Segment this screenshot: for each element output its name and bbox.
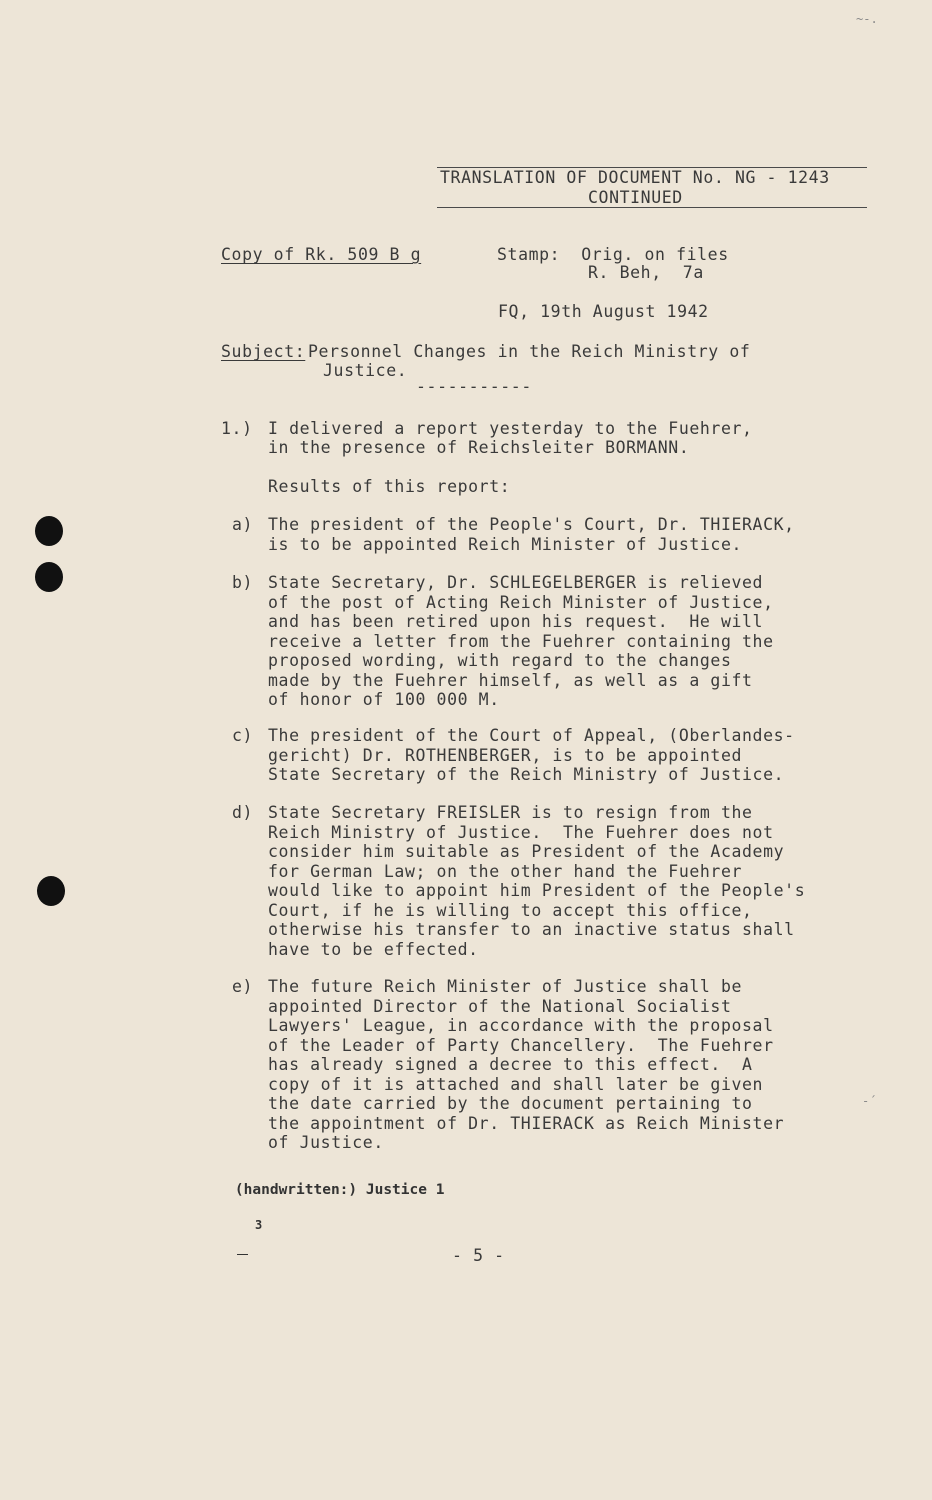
item-e-text	[268, 977, 784, 1153]
item-b-line: State Secretary, Dr. SCHLEGELBERGER is relieved	[268, 573, 764, 592]
item-c-line: The president of the Court of Appeal, (Oberlandes-	[268, 726, 795, 745]
item-d-text	[268, 803, 805, 959]
item-a-line: The president of the People's Court, Dr. THIERACK,	[268, 515, 795, 534]
handwritten-note	[200, 1166, 444, 1293]
stamp-line-1: Stamp: Orig. on files	[497, 245, 729, 264]
subject-line-1: Personnel Changes in the Reich Ministry of	[308, 342, 751, 361]
header-bottom-rule	[437, 207, 867, 208]
stamp-line-2: R. Beh, 7a	[588, 263, 704, 282]
corner-smudge: ~‐.	[856, 12, 878, 26]
subject-label: Subject:	[221, 342, 306, 361]
item-a-label: a)	[232, 515, 254, 534]
results-heading: Results of this report:	[268, 477, 511, 496]
item-b-text	[268, 573, 774, 710]
subject-divider: -----------	[416, 377, 532, 396]
fraction-numerator: 3	[254, 1218, 263, 1232]
item-b-line: and has been retired upon his request. He will	[268, 612, 764, 631]
date-line: FQ, 19th August 1942	[498, 302, 709, 321]
item-d-line: consider him suitable as President of the Academy	[268, 842, 785, 861]
item-c-text	[268, 726, 795, 785]
header-continued: CONTINUED	[588, 188, 683, 207]
item-d-line: have to be effected.	[268, 939, 479, 959]
item-e-line: of the Leader of Party Chancellery. The Fuehrer	[268, 1035, 774, 1055]
subject-line-2: Justice.	[323, 361, 408, 380]
copy-reference: Copy of Rk. 509 B g	[221, 245, 422, 264]
item-e-line: Lawyers' League, in accordance with the proposal	[268, 1016, 774, 1035]
item-c-label: c)	[232, 726, 254, 745]
item-d-line: otherwise his transfer to an inactive status shall	[268, 920, 795, 939]
item-d-line: State Secretary FREISLER is to resign from the	[268, 803, 753, 822]
header-title: TRANSLATION OF DOCUMENT No. NG - 1243	[440, 168, 830, 187]
item-d-label: d)	[232, 803, 254, 822]
item-a-line: is to be appointed Reich Minister of Justice.	[268, 534, 743, 554]
item-1-line-2: in the presence of Reichsleiter BORMANN.	[268, 438, 690, 457]
page-number: - 5 -	[452, 1246, 505, 1265]
item-1-label: 1.)	[221, 419, 253, 438]
item-e-label: e)	[232, 977, 254, 996]
item-d-line: would like to appoint him President of the People's	[268, 881, 806, 900]
item-b-line: receive a letter from the Fuehrer containing the	[268, 631, 774, 651]
item-d-line: for German Law; on the other hand the Fuehrer	[268, 861, 743, 881]
item-b-label: b)	[232, 573, 254, 592]
item-e-line: appointed Director of the National Socialist	[268, 996, 732, 1016]
item-e-line: the appointment of Dr. THIERACK as Reich Minister	[268, 1113, 785, 1133]
punch-hole-top	[35, 516, 63, 546]
item-e-line: has already signed a decree to this effect. A	[268, 1055, 753, 1074]
item-e-line: of Justice.	[268, 1133, 384, 1152]
punch-hole-bottom	[37, 876, 65, 906]
item-c-line: State Secretary of the Reich Ministry of Justice.	[268, 765, 785, 784]
item-b-line: of the post of Acting Reich Minister of Justice,	[268, 592, 774, 612]
item-c-line: gericht) Dr. ROTHENBERGER, is to be appointed	[268, 745, 743, 765]
item-d-line: Reich Ministry of Justice. The Fuehrer does not	[268, 822, 774, 842]
item-b-line: made by the Fuehrer himself, as well as a gift	[268, 670, 753, 690]
item-d-line: Court, if he is willing to accept this office,	[268, 900, 753, 920]
margin-mark: -´	[862, 1094, 877, 1108]
item-e-line: The future Reich Minister of Justice shall be	[268, 977, 743, 996]
item-a-text	[268, 515, 795, 554]
handwritten-fraction	[237, 1198, 280, 1277]
fraction-bar	[237, 1254, 248, 1255]
item-e-line: copy of it is attached and shall later be given	[268, 1074, 764, 1094]
handwritten-text: (handwritten:) Justice 1	[234, 1182, 445, 1198]
item-1-line-1: I delivered a report yesterday to the Fuehrer,	[268, 419, 753, 438]
punch-hole-middle	[35, 562, 63, 592]
item-b-line: proposed wording, with regard to the changes	[268, 651, 732, 670]
item-b-line: of honor of 100 000 M.	[268, 690, 500, 709]
item-e-line: the date carried by the document pertaining to	[268, 1094, 753, 1113]
